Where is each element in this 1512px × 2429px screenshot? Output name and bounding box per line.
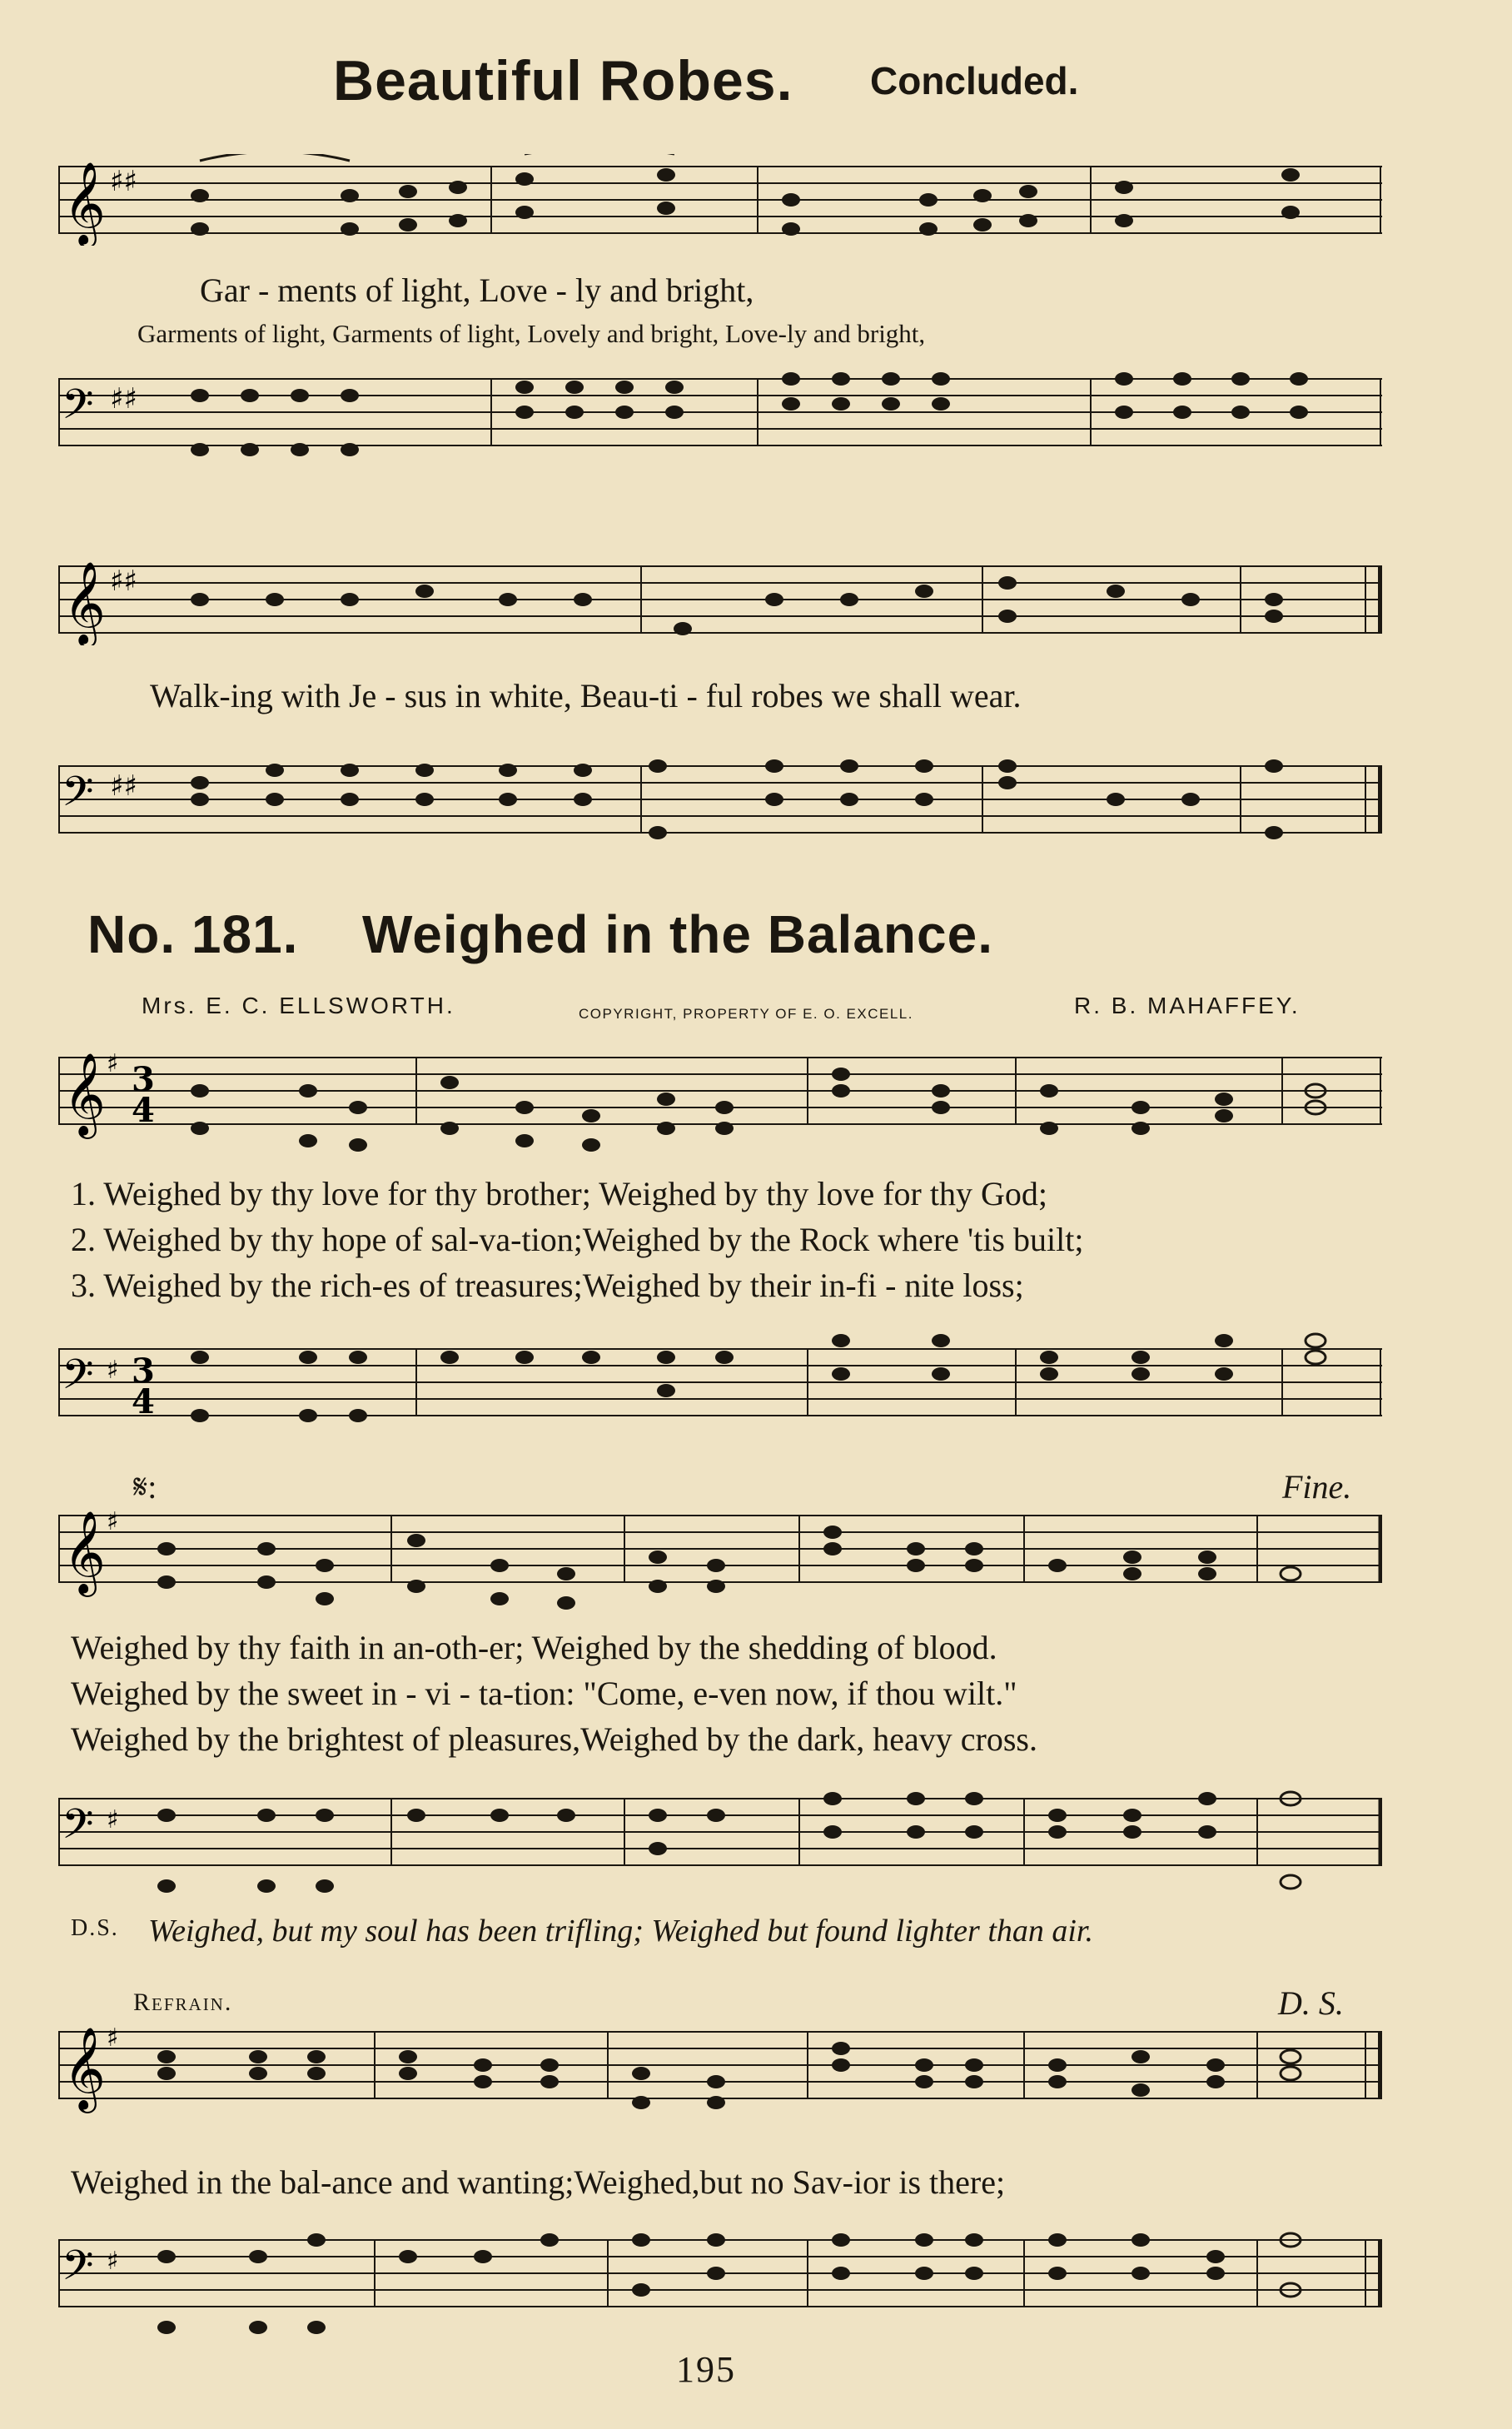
music-staff-bass — [58, 1328, 1382, 1436]
verse-line-4: Weighed by thy faith in an-oth-er; Weighed by the shedding of blood. — [71, 1629, 997, 1666]
svg-text:♯: ♯ — [107, 2247, 119, 2276]
svg-text:𝄢: 𝄢 — [62, 2242, 94, 2300]
copyright-notice: COPYRIGHT, PROPERTY OF E. O. EXCELL. — [579, 1006, 913, 1022]
svg-text:𝄞: 𝄞 — [63, 1511, 106, 1594]
music-staff-bass — [58, 1774, 1382, 1899]
hymn-title: Weighed in the Balance. — [362, 904, 993, 964]
ds-mark: D. S. — [1278, 1984, 1344, 2022]
svg-text:𝄞: 𝄞 — [63, 2027, 106, 2110]
svg-text:𝄞: 𝄞 — [63, 1053, 106, 1136]
refrain-lyric-line: Weighed in the bal-ance and wanting;Weighed,but no Sav-ior is there; — [71, 2163, 1006, 2201]
segno-sign: 𝄋: — [133, 1468, 157, 1506]
svg-text:𝄞: 𝄞 — [63, 162, 106, 245]
svg-text:𝄢: 𝄢 — [62, 768, 94, 826]
hymn-title: Beautiful Robes. — [333, 49, 793, 112]
lyrics-line: Gar - ments of light, Love - ly and bright, — [200, 271, 754, 309]
svg-text:♯: ♯ — [107, 1356, 119, 1385]
fine-mark: Fine. — [1282, 1468, 1352, 1506]
svg-text:3: 3 — [132, 1060, 155, 1099]
author-credit: Mrs. E. C. ELLSWORTH. — [142, 993, 455, 1018]
music-staff-bass — [58, 366, 1382, 458]
lyrics-bass-line: Garments of light, Garments of light, Lovely and bright, Love-ly and bright, — [137, 319, 926, 348]
music-staff-treble — [58, 154, 1382, 246]
svg-text:♯♯: ♯♯ — [110, 382, 137, 416]
music-staff-treble — [58, 554, 1382, 645]
verse-line-3: 3. Weighed by the rich-es of treasures;Weighed by their in-fi - nite loss; — [71, 1267, 1024, 1304]
hymn-subtitle: Concluded. — [870, 59, 1079, 102]
ds-label: D.S. — [71, 1915, 119, 1941]
music-staff-bass — [58, 754, 1382, 845]
svg-text:4: 4 — [132, 1382, 155, 1421]
lyrics-line: Walk-ing with Je - sus in white, Beau-ti - ful robes we shall wear. — [150, 677, 1022, 714]
svg-text:♯: ♯ — [107, 1805, 119, 1834]
music-staff-treble — [58, 2019, 1382, 2119]
verse-line-6: Weighed by the brightest of pleasures,Weighed by the dark, heavy cross. — [71, 1720, 1037, 1758]
page-number: 195 — [676, 2349, 736, 2390]
svg-text:𝄢: 𝄢 — [62, 381, 94, 439]
svg-text:♯♯: ♯♯ — [110, 165, 137, 198]
svg-text:𝄢: 𝄢 — [62, 1800, 94, 1859]
svg-text:♯: ♯ — [107, 1049, 119, 1078]
verse-line-1: 1. Weighed by thy love for thy brother; Weighed by thy love for thy God; — [71, 1175, 1047, 1212]
svg-text:♯: ♯ — [107, 1507, 119, 1536]
svg-text:4: 4 — [132, 1091, 155, 1130]
svg-text:♯♯: ♯♯ — [110, 565, 137, 598]
svg-text:♯♯: ♯♯ — [110, 769, 137, 803]
svg-text:𝄢: 𝄢 — [62, 1351, 94, 1409]
music-staff-treble — [58, 1045, 1382, 1153]
svg-text:♯: ♯ — [107, 2023, 119, 2053]
refrain-label: Refrain. — [133, 1988, 233, 2016]
svg-text:𝄞: 𝄞 — [63, 561, 106, 645]
ds-lyric-line: Weighed, but my soul has been trifling; Weighed but found lighter than air. — [148, 1914, 1094, 1949]
hymn-number: No. 181. — [87, 904, 299, 964]
svg-text:3: 3 — [132, 1351, 155, 1391]
music-staff-treble — [58, 1503, 1382, 1611]
music-staff-bass — [58, 2215, 1382, 2340]
composer-credit: R. B. MAHAFFEY. — [1074, 993, 1301, 1018]
verse-line-2: 2. Weighed by thy hope of sal-va-tion;Weighed by the Rock where 'tis built; — [71, 1221, 1084, 1258]
verse-line-5: Weighed by the sweet in - vi - ta-tion: "Come, e-ven now, if thou wilt." — [71, 1675, 1017, 1712]
